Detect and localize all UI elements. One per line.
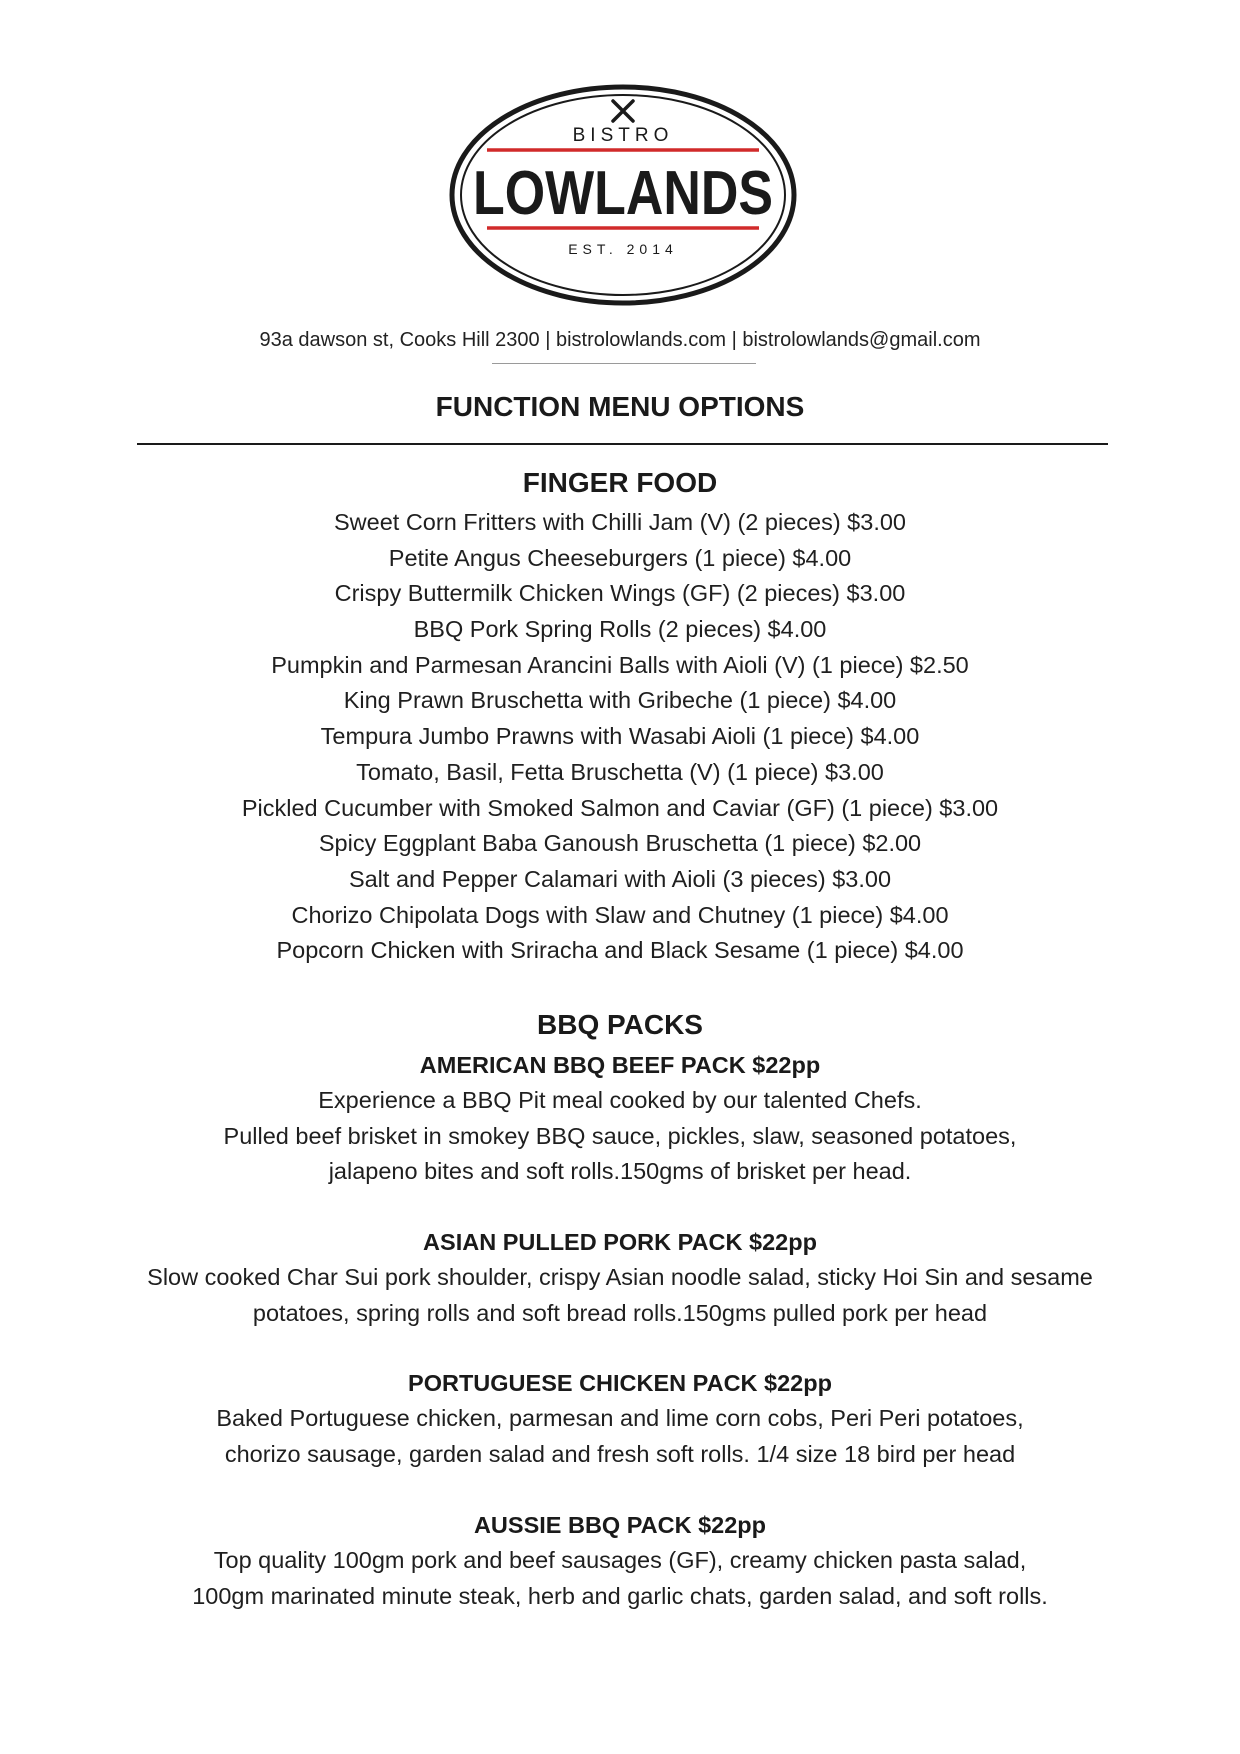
logo-main-text: LOWLANDS: [473, 159, 773, 228]
menu-item: Popcorn Chicken with Sriracha and Black Sesame (1 piece) $4.00: [276, 937, 964, 964]
page-title: FUNCTION MENU OPTIONS: [435, 391, 805, 422]
bistro-lowlands-logo: [449, 84, 797, 306]
menu-item: Salt and Pepper Calamari with Aioli (3 pieces) $3.00: [348, 865, 892, 892]
pack-description-line: Experience a BBQ Pit meal cooked by our talented Chefs.: [318, 1087, 922, 1113]
menu-item: Petite Angus Cheeseburgers (1 piece) $4.00: [388, 544, 852, 571]
pack-description-line: Pulled beef brisket in smokey BBQ sauce, pickles, slaw, seasoned potatoes,: [223, 1122, 1017, 1149]
bbq-pack-portuguese: [0, 1365, 1240, 1472]
finger-food-heading: FINGER FOOD: [522, 467, 718, 498]
menu-item: Spicy Eggplant Baba Ganoush Bruschetta (1 piece) $2.00: [318, 830, 922, 857]
pack-description-line: potatoes, spring rolls and soft bread rolls.150gms pulled pork per head: [252, 1299, 988, 1326]
pack-description-line: 100gm marinated minute steak, herb and garlic chats, garden salad, and soft rolls.: [192, 1582, 1048, 1609]
bbq-pack-asian: [0, 1224, 1240, 1331]
menu-item: Crispy Buttermilk Chicken Wings (GF) (2 pieces) $3.00: [334, 580, 906, 607]
pack-title: ASIAN PULLED PORK PACK $22pp: [423, 1229, 817, 1256]
logo-graphic: [449, 84, 797, 306]
pack-description-line: jalapeno bites and soft rolls.150gms of brisket per head.: [328, 1158, 912, 1185]
logo-bottom-text: EST. 2014: [568, 241, 678, 257]
menu-item: Chorizo Chipolata Dogs with Slaw and Chutney (1 piece) $4.00: [291, 901, 949, 928]
contact-divider: [492, 363, 756, 364]
bbq-packs-heading: BBQ PACKS: [537, 1009, 703, 1040]
menu-item: Tempura Jumbo Prawns with Wasabi Aioli (1 piece) $4.00: [320, 723, 920, 750]
pack-title: PORTUGUESE CHICKEN PACK $22pp: [408, 1370, 832, 1397]
pack-title: AMERICAN BBQ BEEF PACK $22pp: [419, 1052, 821, 1078]
bbq-packs-section: [0, 1003, 1240, 1648]
menu-item: Pumpkin and Parmesan Arancini Balls with Aioli (V) (1 piece) $2.50: [271, 651, 969, 678]
menu-item: BBQ Pork Spring Rolls (2 pieces) $4.00: [413, 616, 827, 643]
menu-item: King Prawn Bruschetta with Gribeche (1 piece) $4.00: [343, 687, 897, 714]
contact-line: 93a dawson st, Cooks Hill 2300 | bistrolowlands.com | bistrolowlands@gmail.com: [259, 329, 981, 351]
menu-item: Tomato, Basil, Fetta Bruschetta (V) (1 piece) $3.00: [356, 758, 884, 785]
bbq-pack-american: [0, 1047, 1240, 1190]
title-divider: [137, 443, 1108, 445]
menu-item: Sweet Corn Fritters with Chilli Jam (V) (2 pieces) $3.00: [333, 509, 906, 535]
pack-description-line: chorizo sausage, garden salad and fresh soft rolls. 1/4 size 18 bird per head: [224, 1441, 1016, 1468]
finger-food-section: [0, 461, 1240, 969]
pack-title: AUSSIE BBQ PACK $22pp: [473, 1511, 767, 1538]
pack-description-line: Slow cooked Char Sui pork shoulder, crispy Asian noodle salad, sticky Hoi Sin and sesame: [147, 1264, 1093, 1291]
logo-top-text: BISTRO: [572, 125, 674, 146]
pack-description-line: Baked Portuguese chicken, parmesan and lime corn cobs, Peri Peri potatoes,: [216, 1405, 1024, 1432]
pack-description-line: Top quality 100gm pork and beef sausages (GF), creamy chicken pasta salad,: [213, 1546, 1027, 1573]
bbq-pack-aussie: [0, 1507, 1240, 1614]
menu-item: Pickled Cucumber with Smoked Salmon and Caviar (GF) (1 piece) $3.00: [241, 794, 999, 821]
